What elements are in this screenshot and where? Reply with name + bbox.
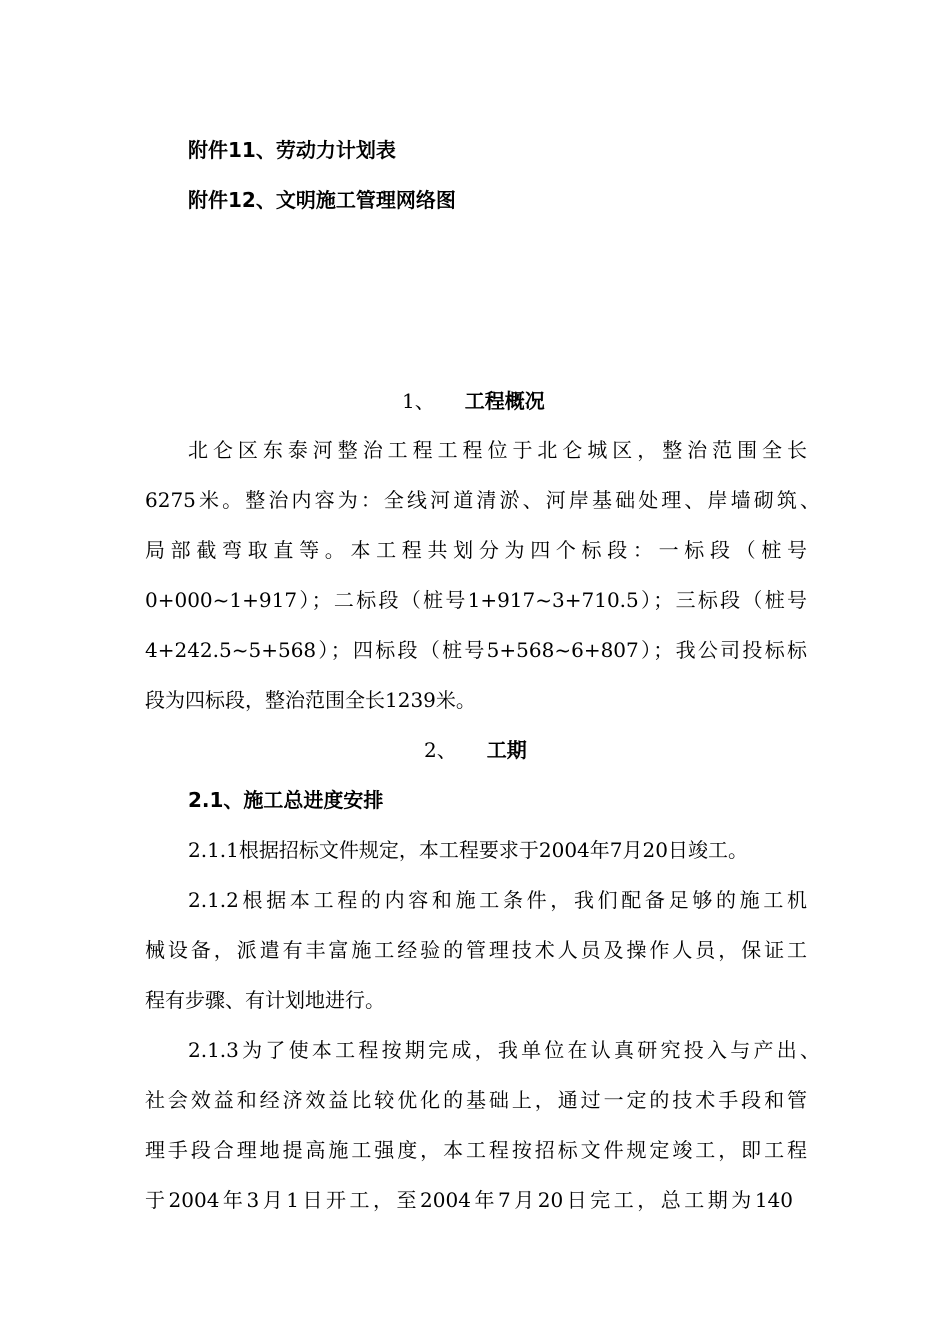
- section-1-line: 段为四标段，整治范围全长1239米。: [145, 688, 476, 712]
- section-1-number: 1、: [402, 389, 435, 413]
- section-1-line: 0+000~1+917）；二标段（桩号1+917~3+710.5）；三标段（桩号: [145, 588, 807, 612]
- section-2-title: 工期: [486, 738, 527, 762]
- paragraph-2-1-2-line: 2.1.2根据本工程的内容和施工条件，我们配备足够的施工机: [188, 888, 807, 912]
- paragraph-2-1-2-line: 程有步骤、有计划地进行。: [145, 988, 385, 1012]
- section-2-heading: [424, 738, 527, 762]
- paragraph-2-1-3-line: 理手段合理地提高施工强度，本工程按招标文件规定竣工，即工程: [145, 1138, 807, 1162]
- paragraph-2-1-3-line: 于2004年3月1日开工，至2004年7月20日完工，总工期为140: [145, 1188, 793, 1212]
- section-1-line: 北仑区东泰河整治工程工程位于北仑城区，整治范围全长: [188, 438, 807, 462]
- attachment-11: 附件11、劳动力计划表: [188, 138, 396, 162]
- paragraph-2-1-3-line: 2.1.3为了使本工程按期完成，我单位在认真研究投入与产出、: [188, 1038, 820, 1062]
- section-1-line: 局部截弯取直等。本工程共划分为四个标段：一标段（桩号: [145, 538, 807, 562]
- paragraph-2-1-3-line: 社会效益和经济效益比较优化的基础上，通过一定的技术手段和管: [145, 1088, 807, 1112]
- section-1-heading: [402, 389, 545, 413]
- section-1-line: 4+242.5~5+568）；四标段（桩号5+568~6+807）；我公司投标标: [145, 638, 807, 662]
- paragraph-2-1-1-line: 2.1.1根据招标文件规定，本工程要求于2004年7月20日竣工。: [188, 838, 748, 862]
- section-2-number: 2、: [424, 738, 457, 762]
- section-1-title: 工程概况: [464, 389, 545, 413]
- attachment-12: 附件12、文明施工管理网络图: [188, 188, 456, 212]
- subheading-2-1: 2.1、施工总进度安排: [188, 788, 384, 812]
- section-1-line: 6275米。整治内容为：全线河道清淤、河岸基础处理、岸墙砌筑、: [145, 488, 820, 512]
- paragraph-2-1-2-line: 械设备，派遣有丰富施工经验的管理技术人员及操作人员，保证工: [145, 938, 807, 962]
